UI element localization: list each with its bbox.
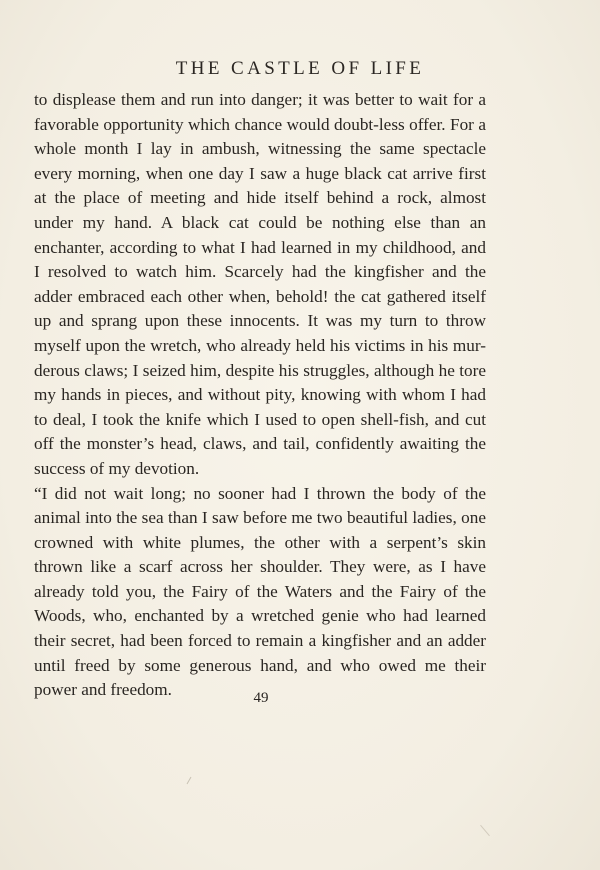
page-number: 49 — [253, 690, 269, 706]
paragraph-1: to displease them and run into danger; it was better to wait for a favorable opportunity which chance would doubt-less offer. For a whole month I lay in ambush, witnessing the same spectacle every morning, when one day I saw a huge black cat arrive first at the place of meeting and hide itself behind a rock, almost under my hand. A black cat could be nothing else than an enchanter, according to what I had learned in my childhood, and I resolved to watch him. Scarcely had the kingfisher and the adder embraced each other when, behold! the cat gathered itself up and sprang upon these innocents. It was my turn to throw myself upon the wretch, who already held his victims in his mur-derous claws; I seized him, despite his struggles, although he tore my hands in pieces, and without pity, knowing with whom I had to deal, I took the knife which I used to open shell-fish, and cut off the monster’s head, claws, and tail, confidently awaiting the success of my devotion. — [34, 90, 486, 478]
body-text — [34, 88, 486, 703]
paper-blemish — [480, 825, 490, 836]
paper-blemish — [187, 777, 192, 784]
paragraph-2: “I did not wait long; no sooner had I thrown the body of the animal into the sea than I saw before me two beautiful ladies, one crowned with white plumes, the other with a serpent’s skin thrown like a scarf across her shoulder. They were, as I have already told you, the Fairy of the Waters and the Fairy of the Woods, who, enchanted by a wretched genie who had learned their secret, had been forced to remain a kingfisher and an adder until freed by some generous hand, and who owed me their power and freedom. — [34, 483, 486, 700]
running-head: THE CASTLE OF LIFE — [175, 58, 425, 79]
